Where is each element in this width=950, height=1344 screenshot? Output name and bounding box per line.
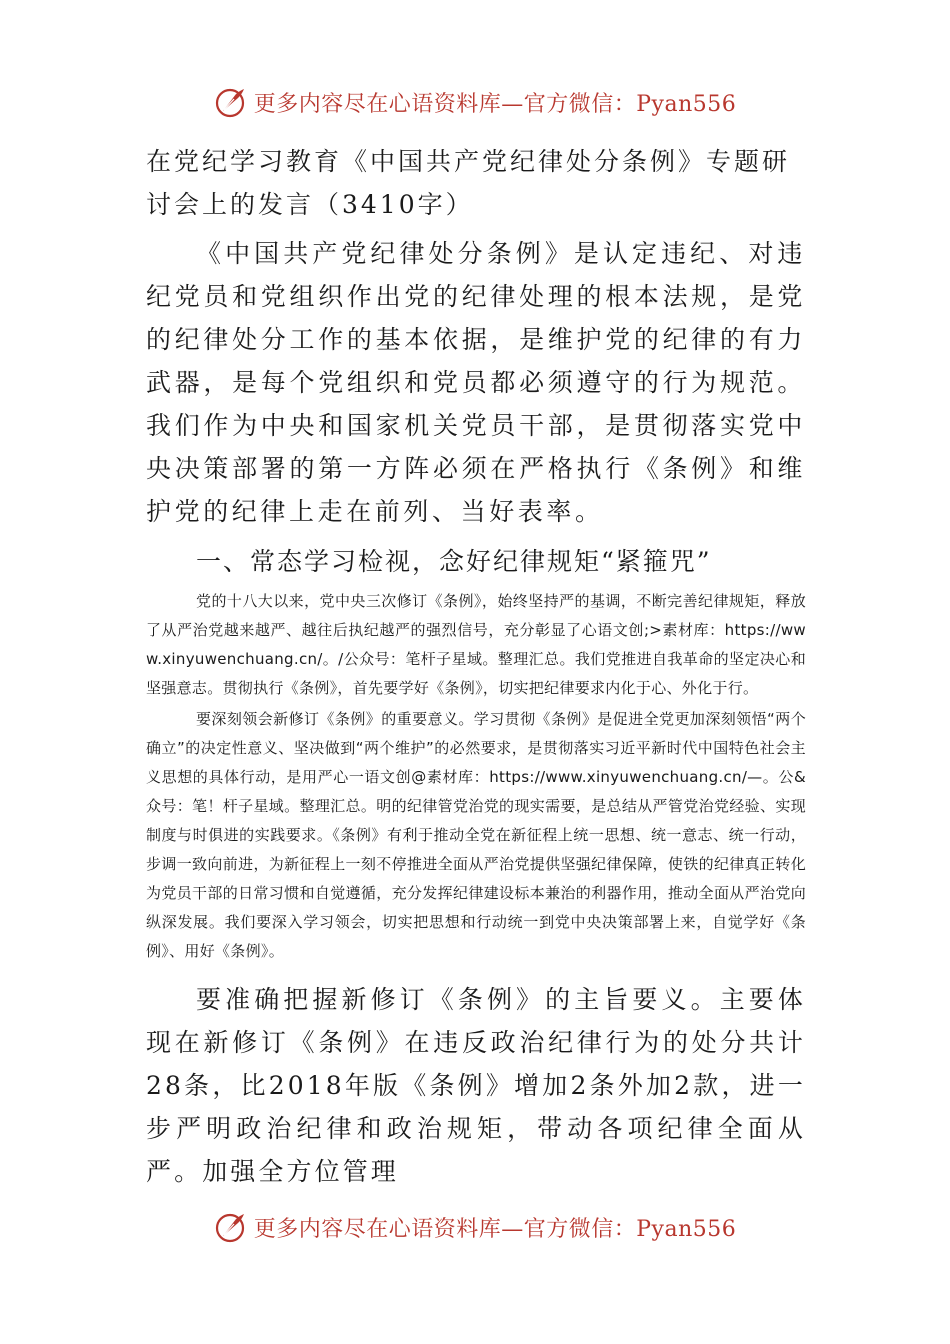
document-title: 在党纪学习教育《中国共产党纪律处分条例》专题研讨会上的发言（3410字） — [146, 147, 791, 219]
document-body — [146, 140, 806, 1193]
footer-banner — [0, 1207, 950, 1247]
body-paragraph-2: 要深刻领会新修订《条例》的重要意义。学习贯彻《条例》是促进全党更加深刻领悟“两个确立”的决定性意义、坚决做到“两个维护”的必然要求，是贯彻落实习近平新时代中国特色社会主义思想的具体行动，是用严心一语文创@素材库：https://www.xinyuwenchuang.cn/—。公&众号：笔！杆子星域。整理汇总。明的纪律管党治党的现实需要，是总结从严管党治党经验、实现制度与时俱进的实践要求。《条例》有利于推动全党在新征程上统一思想、统一意志、统一行动，步调一致向前进，为新征程上一刻不停推进全面从严治党提供坚强纪律保障，使铁的纪律真正转化为党员干部的日常习惯和自觉遵循，充分发挥纪律建设标本兼治的利器作用，推动全面从严治党向纵深发展。我们要深入学习领会，切实把思想和行动统一到党中央决策部署上来，自觉学好《条例》、用好《条例》。 — [146, 710, 806, 960]
body-paragraph-3: 要准确把握新修订《条例》的主旨要义。主要体现在新修订《条例》在违反政治纪律行为的处分共计28条，比2018年版《条例》增加2条外加2款，进一步严明政治纪律和政治规矩，带动各项纪律全面从严。加强全方位管理 — [146, 985, 806, 1186]
header-banner — [0, 82, 950, 122]
banner-text: 更多内容尽在心语资料库—官方微信：Pyan556 — [253, 1216, 737, 1242]
body-paragraph-1: 党的十八大以来，党中央三次修订《条例》，始终坚持严的基调，不断完善纪律规矩，释放了从严治党越来越严、越往后执纪越严的强烈信号，充分彰显了心语文创;>素材库：https://www.xinyuwenchuang.cn/。/公众号：笔杆子星域。整理汇总。我们党推进自我革命的坚定决心和坚强意志。贯彻执行《条例》，首先要学好《条例》，切实把纪律要求内化于心、外化于行。 — [146, 592, 806, 697]
quill-pen-circle-icon — [214, 1210, 248, 1244]
banner-text: 更多内容尽在心语资料库—官方微信：Pyan556 — [253, 91, 737, 117]
section-heading: 一、常态学习检视，念好纪律规矩“紧箍咒” — [196, 547, 712, 576]
quill-pen-circle-icon — [214, 85, 248, 119]
intro-paragraph: 《中国共产党纪律处分条例》是认定违纪、对违纪党员和党组织作出党的纪律处理的根本法规，是党的纪律处分工作的基本依据，是维护党的纪律的有力武器，是每个党组织和党员都必须遵守的行为规范。我们作为中央和国家机关党员干部，是贯彻落实党中央决策部署的第一方阵必须在严格执行《条例》和维护党的纪律上走在前列、当好表率。 — [146, 239, 806, 526]
